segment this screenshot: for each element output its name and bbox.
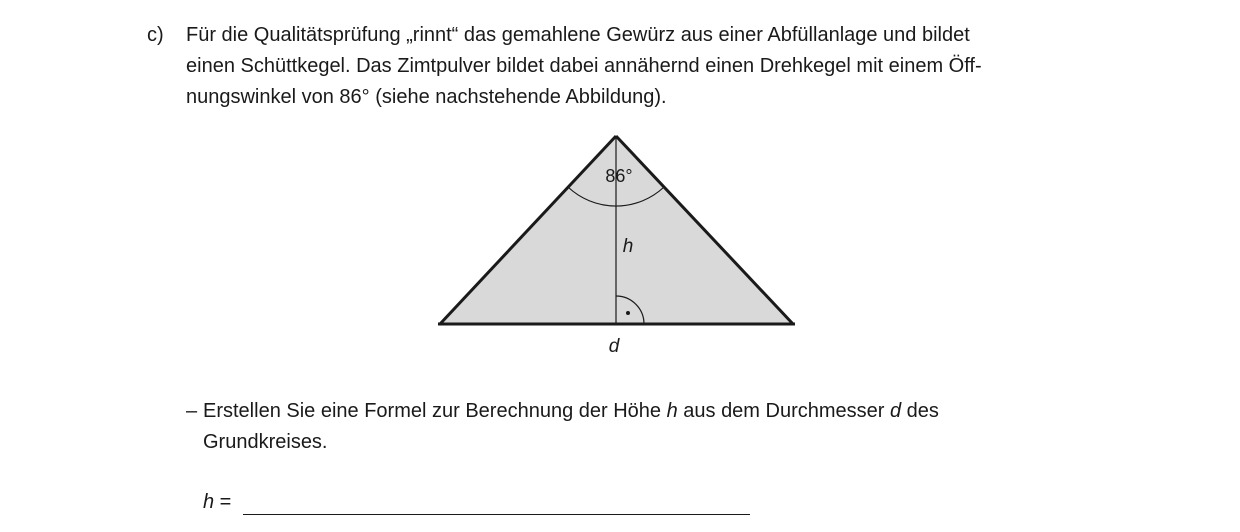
- instruction-text: [203, 396, 1083, 458]
- instruction-text-pre: Erstellen Sie eine Formel zur Berechnung der Höhe: [203, 400, 667, 422]
- answer-variable-h: h: [203, 491, 215, 513]
- answer-equals-sign: =: [214, 491, 232, 513]
- angle-label: 86°: [605, 166, 633, 186]
- height-label: h: [622, 236, 634, 257]
- task-text-line-1: Für die Qualitätsprüfung „rinnt“ das gemahlene Gewürz aus einer Abfüllanlage und bildet: [186, 24, 970, 46]
- instruction-bullet-dash: –: [186, 400, 198, 422]
- instruction-text-mid: aus dem Durchmesser: [677, 400, 890, 422]
- instruction-text-post: des: [901, 400, 939, 422]
- task-label: c): [147, 24, 164, 46]
- right-angle-dot: [626, 311, 630, 315]
- task-text-line-3: nungswinkel von 86° (siehe nachstehende Abbildung).: [186, 86, 667, 108]
- instruction-line-2: Grundkreises.: [203, 431, 328, 453]
- diameter-label: d: [608, 336, 620, 357]
- instruction-var-d: d: [890, 400, 902, 422]
- task-text-line-2: einen Schüttkegel. Das Zimtpulver bildet dabei annähernd einen Drehkegel mit einem Öff-: [186, 55, 982, 77]
- answer-write-line[interactable]: [243, 514, 750, 515]
- instruction-line-1: [203, 396, 1083, 427]
- answer-formula-label: [203, 488, 231, 516]
- instruction-var-h: h: [666, 400, 678, 422]
